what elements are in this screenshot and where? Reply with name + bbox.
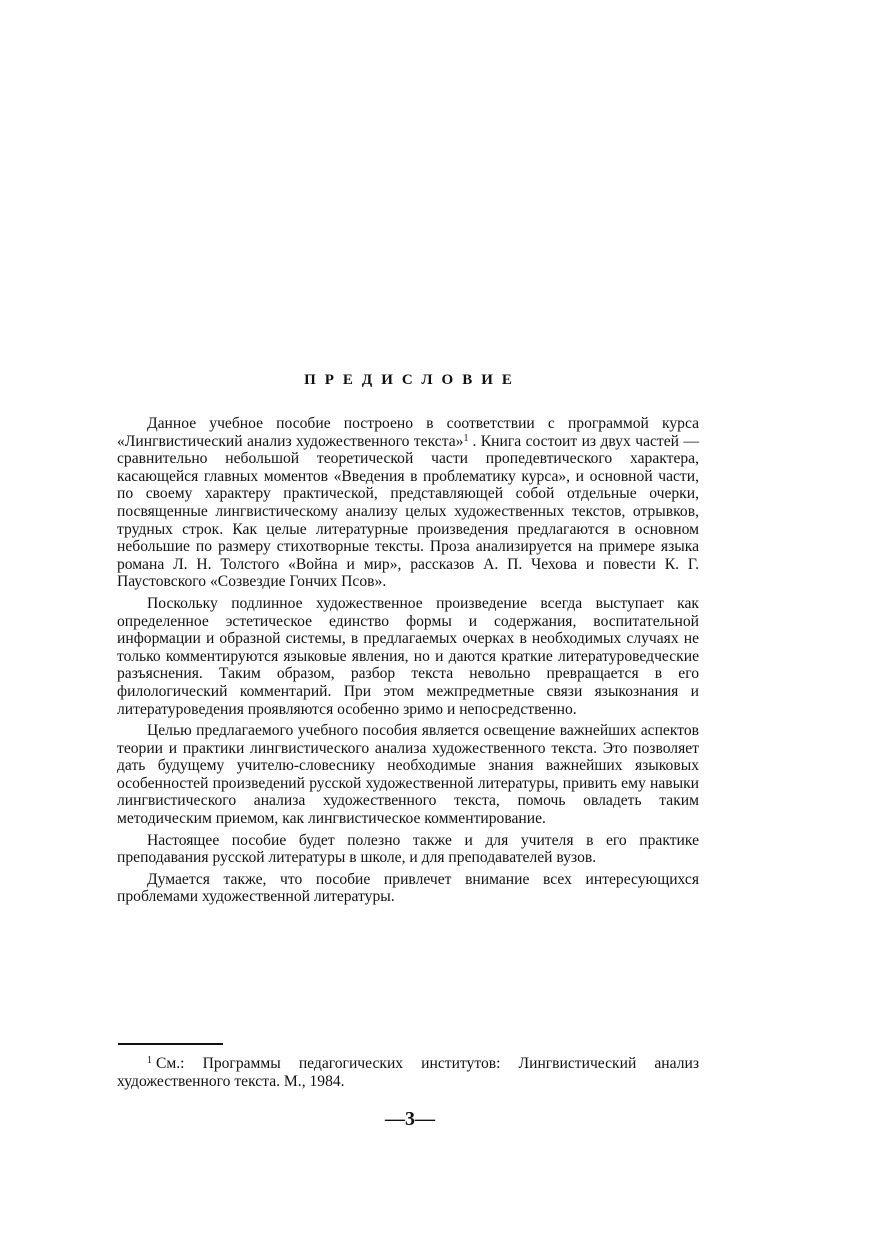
- paragraph-2: Поскольку подлинное художественное произведение всегда выступает как определенное эстетическое единство формы и содержания, воспитательной информации и образной системы, в предлагаемых очерках в необходимых случаях не только комментируются языковые явления, но и даются краткие литературоведческие разъяснения. Таким образом, разбор текста невольно превращается в его филологический комментарий. При этом межпредметные связи языкознания и литературоведения проявляются особенно зримо и непосредственно.: [117, 594, 699, 718]
- page-number: —3—: [385, 1108, 435, 1130]
- paragraph-4: Настоящее пособие будет полезно также и для учителя в его практике преподавания русской литературы в школе, и для преподавателей вузов.: [117, 831, 699, 867]
- page-title: ПРЕДИСЛОВИЕ: [304, 372, 521, 389]
- footnote-reference: 1: [463, 432, 469, 444]
- footnote: [117, 1055, 699, 1091]
- footnote-divider: [118, 1043, 223, 1045]
- paragraph-1: [117, 415, 699, 591]
- paragraph-1-continuation: . Книга состоит из двух частей — сравнительно небольшой теоретической части пропедевтического характера, касающейся главных моментов «Введения в проблематику курса», и основной части, по своему характеру практической, представляющей собой отдельные очерки, посвященные лингвистическому анализу целых художественных текстов, отрывков, трудных строк. Как целые литературные произведения предлагаются в основном небольшие по размеру стихотворные тексты. Проза анализируется на примере языка романа Л. Н. Толстого «Война и мир», рассказов А. П. Чехова и повести К. Г. Паустовского «Созвездие Гончих Псов».: [117, 432, 700, 591]
- footnote-marker: 1: [147, 1055, 152, 1066]
- paragraph-3: Целью предлагаемого учебного пособия является освещение важнейших аспектов теории и практики лингвистического анализа художественного текста. Это позволяет дать будущему учителю-словеснику необходимые знания важнейших языковых особенностей произведений русской художественной литературы, привить ему навыки лингвистического анализа художественного текста, помочь овладеть таким методическим приемом, как лингвистическое комментирование.: [117, 722, 699, 828]
- paragraph-5: Думается также, что пособие привлечет внимание всех интересующихся проблемами художественной литературы.: [117, 870, 699, 906]
- preface-body: [117, 415, 699, 910]
- footnote-text: См.: Программы педагогических институтов: Лингвистический анализ художественного текста. М., 1984.: [117, 1055, 699, 1090]
- paragraph-1-text: Данное учебное пособие построено в соответствии с программой курса «Лингвистический анализ художественного текста»: [117, 415, 699, 450]
